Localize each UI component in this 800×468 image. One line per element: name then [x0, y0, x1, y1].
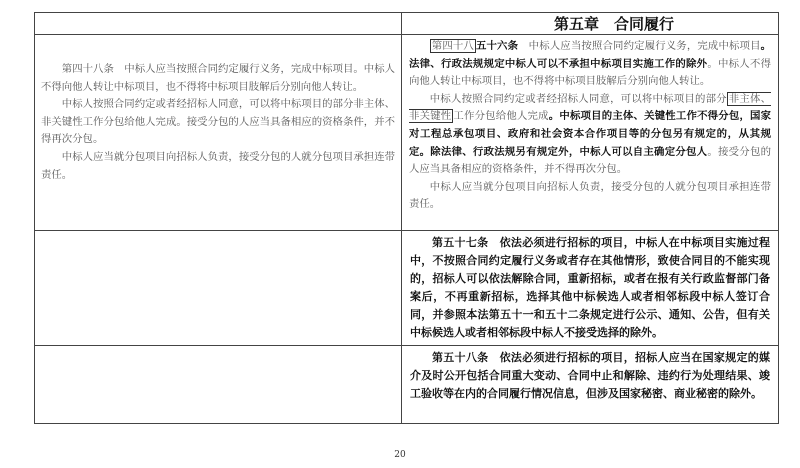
empty-left-cell	[35, 346, 402, 424]
unchanged-text: 中标人按照合同约定或者经招标人同意，可以将中标项目的部分	[429, 92, 727, 105]
deleted-text: 非主体、非关键性	[409, 92, 772, 123]
article-57-text: 第五十七条 依法必须进行招标的项目，中标人在中标项目实施过程中，不按照合同约定履行义务或者存在其他情形，致使合同目的不能实现的，招标人可以依法解除合同，重新招标，或者在报有关行政监督部门备案后，不再重新招标，选择其他中标候选人或者相邻标段中标人签订合同，并参照本法第五十一和五十二条规定进行公示、通知、公告，但有关中标候选人或者相邻标段中标人不接受选择的除外。	[410, 236, 770, 339]
new-article-57-cell	[402, 231, 779, 346]
unchanged-text: 中标人应当按照合同约定履行义务，完成中标项目	[518, 40, 761, 52]
revised-paragraph-3: 中标人应当就分包项目向招标人负责，接受分包的人就分包项目承担连带责任。	[409, 180, 771, 211]
article-58-text: 第五十八条 依法必须进行招标的项目，招标人应当在国家规定的媒介及时公开包括合同重大变动、合同中止和解除、违约行为处理结果、竣工验收等在内的合同履行情况信息，但涉及国家秘密、商业秘密的除外。	[410, 351, 770, 400]
revised-paragraph-1	[402, 35, 778, 91]
original-article-48-cell	[35, 35, 402, 231]
revised-paragraph-2	[402, 91, 778, 179]
revised-article-56-cell	[402, 35, 779, 231]
new-article-58-cell	[402, 346, 779, 424]
unchanged-text: 。接受分包的人应当具备相应的资格条件，并不得再次分包。	[409, 145, 772, 176]
original-paragraph-2: 中标人按照合同约定或者经招标人同意，可以将中标项目的部分非主体、非关键性工作分包给他人完成。接受分包的人应当具备相应的资格条件，并不得再次分包。	[41, 98, 395, 146]
unchanged-text: 工作分包给他人完成	[453, 110, 549, 123]
comparison-table	[34, 12, 779, 424]
chapter-title: 第五章 合同履行	[553, 15, 674, 33]
original-paragraph-3: 中标人应当就分包项目向招标人负责，接受分包的人就分包项目承担连带责任。	[41, 150, 395, 181]
header-right-cell	[402, 13, 779, 35]
page-number: 20	[394, 450, 406, 460]
deleted-article-number: 第四十八	[431, 40, 474, 52]
empty-left-cell	[35, 231, 402, 346]
unchanged-text: 。中标人不得向他人转让中标项目，也不得将中标项目肢解后分别向他人转让。	[409, 57, 772, 88]
added-text: 。中标项目的主体、关键性工作不得分包，国家对工程总承包项目、政府和社会资本合作项目等的分包另有规定的，从其规定。除法律、行政法规另有规定外，中标人可以自主确定分包人	[409, 110, 772, 158]
header-left-cell	[35, 13, 402, 35]
added-text: 。法律、行政法规规定中标人可以不承担中标项目实施工作的除外	[409, 40, 772, 70]
original-paragraph-1: 第四十八条 中标人应当按照合同约定履行义务，完成中标项目。中标人不得向他人转让中标项目，也不得将中标项目肢解后分别向他人转让。	[41, 63, 395, 93]
new-article-number: 五十六条	[475, 40, 519, 52]
